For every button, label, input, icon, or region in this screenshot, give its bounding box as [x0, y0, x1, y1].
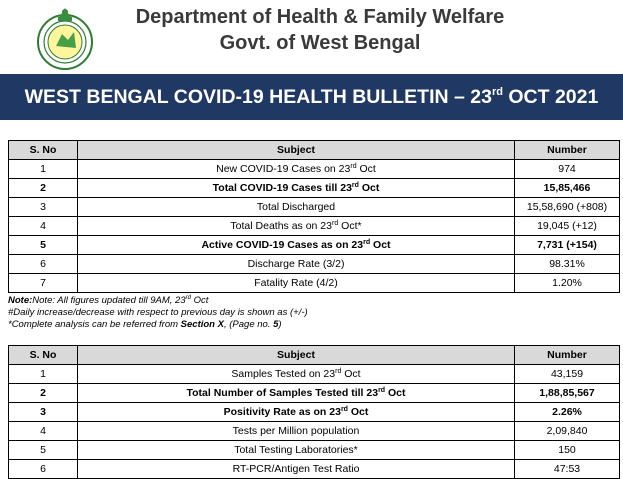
subject-post: Oct	[358, 181, 380, 194]
testing-table	[8, 345, 620, 479]
cell-sno: 2	[9, 179, 78, 198]
banner-title-sup: rd	[491, 86, 503, 98]
table-row	[9, 236, 620, 255]
cell-number: 19,045 (+12)	[515, 217, 620, 236]
subject-sup: rd	[378, 386, 386, 394]
cell-sno: 1	[9, 160, 78, 179]
col-header-sno: S. No	[9, 346, 78, 365]
cell-subject	[78, 217, 515, 236]
subject-sup: rd	[340, 405, 348, 413]
cell-number: 98.31%	[515, 255, 620, 274]
subject-text: Total Number of Samples Tested till 23	[186, 386, 379, 399]
table-row	[9, 160, 620, 179]
department-title	[100, 4, 540, 56]
department-line-2: Govt. of West Bengal	[219, 32, 421, 54]
table-row	[9, 255, 620, 274]
cell-subject	[78, 403, 515, 422]
table-row	[9, 217, 620, 236]
subject-text: Fatality Rate (4/2)	[254, 276, 338, 289]
cell-number: 1.20%	[515, 274, 620, 293]
cell-sno: 4	[9, 217, 78, 236]
cell-number: 1,88,85,567	[515, 384, 620, 403]
table-row	[9, 179, 620, 198]
cell-sno: 4	[9, 422, 78, 441]
note-line-1-text: Note: All figures updated till 9AM, 23	[32, 295, 186, 306]
subject-text: Discharge Rate (3/2)	[247, 257, 345, 270]
table-row	[9, 460, 620, 479]
table-row	[9, 422, 620, 441]
cell-subject	[78, 384, 515, 403]
note-line-3-mid: , (Page no.	[223, 319, 274, 330]
cell-sno: 3	[9, 403, 78, 422]
subject-text: RT-PCR/Antigen Test Ratio	[232, 462, 360, 475]
col-header-subject: Subject	[78, 141, 515, 160]
west-bengal-emblem-icon	[32, 4, 98, 70]
table-row	[9, 403, 620, 422]
note-line-3-pre: *Complete analysis can be referred from	[8, 319, 181, 330]
header	[0, 0, 623, 70]
cell-subject	[78, 160, 515, 179]
subject-sup: rd	[335, 367, 342, 375]
subject-post: Oct	[341, 367, 361, 380]
cell-number: 15,85,466	[515, 179, 620, 198]
note-line-3	[8, 319, 308, 331]
cell-sno: 1	[9, 365, 78, 384]
notes	[8, 295, 308, 331]
subject-text: Samples Tested on 23	[231, 367, 336, 380]
note-line-1-post: Oct	[190, 295, 209, 306]
subject-text: Tests per Million population	[232, 424, 360, 437]
cell-subject	[78, 236, 515, 255]
table-row	[9, 198, 620, 217]
cell-subject	[78, 460, 515, 479]
subject-post: Oct	[347, 405, 369, 418]
cell-number: 150	[515, 441, 620, 460]
subject-text: Total COVID-19 Cases till 23	[212, 181, 352, 194]
col-header-number: Number	[515, 141, 620, 160]
subject-post: Oct	[385, 386, 406, 399]
table-header-row	[9, 346, 620, 365]
cell-number: 7,731 (+154)	[515, 236, 620, 255]
cell-sno: 5	[9, 236, 78, 255]
cell-sno: 5	[9, 441, 78, 460]
subject-text: Total Testing Laboratories*	[234, 443, 358, 456]
cell-number: 2,09,840	[515, 422, 620, 441]
subject-post: Oct	[370, 238, 391, 251]
subject-text: Total Discharged	[256, 200, 336, 213]
cell-sno: 6	[9, 255, 78, 274]
note-page-ref: 5	[273, 319, 279, 330]
cell-subject	[78, 198, 515, 217]
table-row	[9, 274, 620, 293]
cell-number: 43,159	[515, 365, 620, 384]
col-header-subject: Subject	[78, 346, 515, 365]
subject-text: Active COVID-19 Cases as on 23	[201, 238, 364, 251]
cell-sno: 2	[9, 384, 78, 403]
subject-text: Total Deaths as on 23	[230, 219, 332, 232]
cell-subject	[78, 179, 515, 198]
subject-sup: rd	[351, 181, 359, 189]
cell-subject	[78, 422, 515, 441]
note-line-3-end: )	[278, 319, 282, 330]
banner-title-suffix: OCT 2021	[502, 86, 599, 108]
department-line-1: Department of Health & Family Welfare	[135, 6, 505, 28]
cell-subject	[78, 365, 515, 384]
banner-title-prefix: WEST BENGAL COVID-19 HEALTH BULLETIN – 23	[24, 86, 492, 108]
note-section-ref: Section X	[180, 319, 224, 330]
subject-sup: rd	[332, 219, 339, 227]
col-header-number: Number	[515, 346, 620, 365]
note-line-2: #Daily increase/decrease with respect to previous day is shown as (+/-)	[8, 307, 308, 318]
cell-subject	[78, 255, 515, 274]
subject-text: Positivity Rate as on 23	[223, 405, 341, 418]
cell-subject	[78, 274, 515, 293]
cell-number: 974	[515, 160, 620, 179]
table-header-row	[9, 141, 620, 160]
cell-sno: 7	[9, 274, 78, 293]
subject-text: New COVID-19 Cases on 23	[216, 162, 351, 175]
cell-sno: 6	[9, 460, 78, 479]
cell-number: 15,58,690 (+808)	[515, 198, 620, 217]
note-line-1: Note:Note: All figures updated till 9AM, 23rd Oct	[8, 295, 209, 306]
subject-sup: rd	[350, 162, 357, 170]
subject-sup: rd	[363, 238, 371, 246]
bulletin-banner	[0, 74, 623, 120]
table-row	[9, 365, 620, 384]
cell-number: 47:53	[515, 460, 620, 479]
subject-post: Oct*	[338, 219, 362, 232]
cell-subject	[78, 441, 515, 460]
cell-number: 2.26%	[515, 403, 620, 422]
covid-cases-table	[8, 140, 620, 293]
note-sup: rd	[185, 295, 191, 301]
cell-sno: 3	[9, 198, 78, 217]
table-row	[9, 441, 620, 460]
subject-post: Oct	[356, 162, 376, 175]
table-row	[9, 384, 620, 403]
col-header-sno: S. No	[9, 141, 78, 160]
